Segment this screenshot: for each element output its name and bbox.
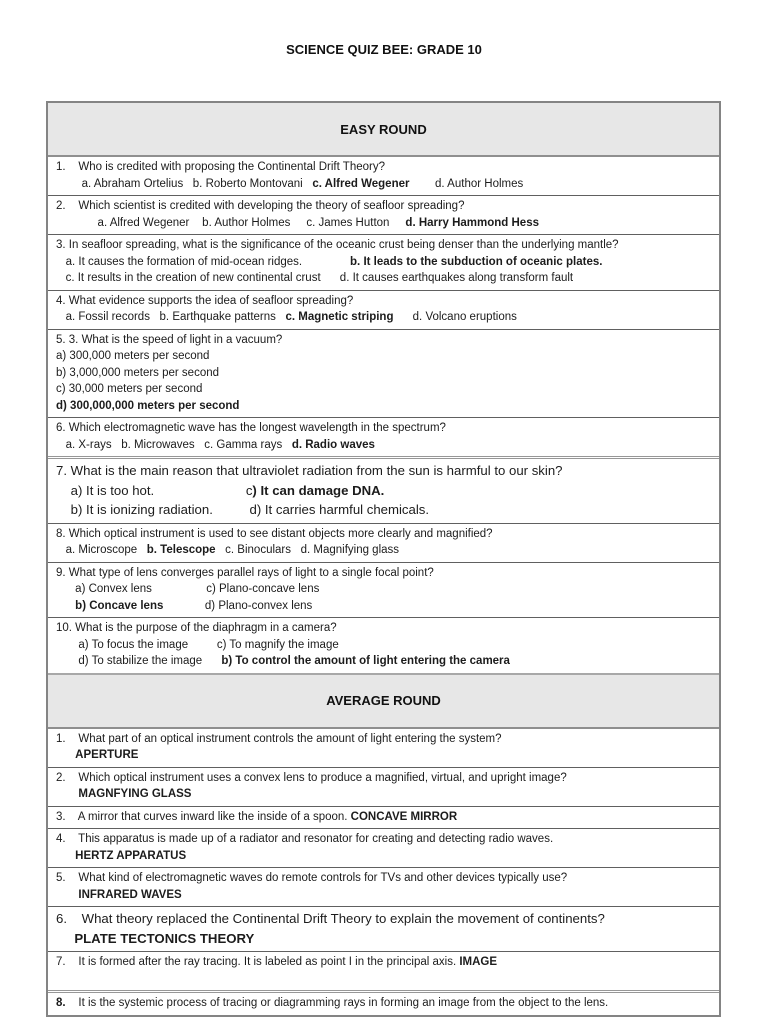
- answer-text: INFRARED WAVES: [78, 888, 182, 901]
- answer-text: HERTZ APPARATUS: [75, 849, 187, 862]
- question-text: d) Plano-convex lens: [163, 599, 313, 612]
- question-row: [48, 456, 719, 523]
- question-line: [56, 971, 713, 988]
- question-text: 5. 3. What is the speed of light in a vacuum?: [56, 333, 283, 346]
- question-line: [56, 365, 713, 382]
- question-text: a. Microscope: [56, 544, 147, 556]
- question-line: [56, 270, 713, 287]
- question-text: It is the systemic process of tracing or diagramming rays in forming an image from the object to the lens.: [65, 997, 609, 1009]
- question-line: [56, 500, 713, 520]
- answer-text: IMAGE: [459, 956, 498, 968]
- question-text: 1. Who is credited with proposing the Continental Drift Theory?: [56, 161, 385, 173]
- answer-text: APERTURE: [75, 749, 139, 761]
- easy-round-header-label: EASY ROUND: [340, 121, 427, 137]
- question-text: 8. Which optical instrument is used to see distant objects more clearly and magnified?: [56, 527, 493, 540]
- question-text: 3. A mirror that curves inward like the inside of a spoon.: [56, 810, 351, 823]
- question-line: [56, 159, 713, 176]
- question-text: a) 300,000 meters per second: [56, 350, 210, 362]
- question-line: [56, 637, 713, 654]
- question-line: [56, 481, 713, 501]
- question-line: [56, 309, 713, 326]
- question-row: [48, 234, 719, 290]
- answer-text: ) It can damage DNA.: [252, 482, 385, 498]
- question-line: [56, 215, 713, 232]
- answer-text: CONCAVE MIRROR: [350, 810, 458, 823]
- question-line: [56, 770, 713, 787]
- question-text: 2. Which optical instrument uses a convex lens to produce a magnified, virtual, and upright image?: [56, 771, 567, 784]
- question-text: 1. What part of an optical instrument controls the amount of light entering the system?: [56, 732, 502, 745]
- question-line: [56, 620, 713, 637]
- question-line: [56, 786, 713, 803]
- question-text: 9. What type of lens converges parallel rays of light to a single focal point?: [56, 566, 434, 579]
- answer-text: c. Alfred Wegener: [312, 177, 410, 190]
- question-line: [56, 398, 713, 415]
- easy-round-header: [48, 103, 719, 157]
- question-text: a. Abraham Ortelius b. Roberto Montovani: [56, 177, 313, 190]
- question-text: c. It results in the creation of new continental crust d. It causes earthquakes along transform fault: [56, 272, 574, 284]
- question-text: d) To stabilize the image: [56, 655, 222, 667]
- question-line: [56, 348, 713, 365]
- question-line: [56, 381, 713, 398]
- answer-text: PLATE TECTONICS THEORY: [74, 930, 255, 946]
- question-line: [56, 653, 713, 670]
- question-line: [56, 598, 713, 615]
- question-text: 4. This apparatus is made up of a radiator and resonator for creating and detecting radio waves.: [56, 833, 554, 845]
- question-text: [56, 600, 75, 612]
- question-row: [48, 195, 719, 234]
- question-text: [56, 850, 75, 862]
- question-row: [48, 990, 719, 1015]
- answer-text: MAGNFYING GLASS: [78, 788, 192, 800]
- question-line: [56, 887, 713, 904]
- question-text: c) 30,000 meters per second: [56, 383, 203, 395]
- question-row: [48, 828, 719, 867]
- answer-text: d. Harry Hammond Hess: [405, 216, 539, 229]
- question-row: [48, 806, 719, 829]
- question-text: 7. It is formed after the ray tracing. It is labeled as point I in the principal axis.: [56, 956, 460, 968]
- answer-text: c. Magnetic striping: [285, 311, 394, 323]
- question-line: [56, 870, 713, 887]
- question-row: [48, 729, 719, 767]
- question-line: [56, 526, 713, 543]
- question-text: 3. In seafloor spreading, what is the significance of the oceanic crust being denser than the underlying mantle?: [56, 239, 619, 251]
- question-line: [56, 565, 713, 582]
- question-text: 6. What theory replaced the Continental Drift Theory to explain the movement of continents?: [56, 911, 605, 926]
- question-line: [56, 809, 713, 826]
- question-text: c. Binoculars d. Magnifying glass: [215, 544, 400, 556]
- question-line: [56, 176, 713, 193]
- question-line: [56, 254, 713, 271]
- answer-text: d) 300,000,000 meters per second: [56, 399, 240, 412]
- question-text: a) Convex lens c) Plano-concave lens: [56, 583, 320, 595]
- question-row: [48, 329, 719, 418]
- question-text: 2. Which scientist is credited with developing the theory of seafloor spreading?: [56, 200, 465, 212]
- question-row: [48, 157, 719, 195]
- question-text: b) It is ionizing radiation. d) It carries harmful chemicals.: [56, 502, 430, 517]
- question-line: [56, 848, 713, 865]
- question-row: [48, 523, 719, 562]
- question-text: a. Alfred Wegener b. Author Holmes c. James Hutton: [56, 216, 406, 229]
- easy-round-rows: [48, 157, 719, 673]
- question-line: [56, 542, 713, 559]
- answer-text: d. Radio waves: [291, 438, 375, 451]
- question-row: [48, 562, 719, 618]
- question-text: [56, 788, 78, 800]
- question-row: [48, 906, 719, 951]
- question-row: [48, 951, 719, 990]
- answer-text: b. It leads to the subduction of oceanic plates.: [350, 255, 603, 268]
- question-text: b) 3,000,000 meters per second: [56, 366, 220, 379]
- quiz-table: [46, 101, 721, 1017]
- question-line: [56, 420, 713, 437]
- question-row: [48, 867, 719, 906]
- question-line: [56, 929, 713, 949]
- question-line: [56, 731, 713, 748]
- document-title: SCIENCE QUIZ BEE: GRADE 10: [286, 42, 482, 57]
- question-text: [56, 749, 75, 761]
- question-text: d. Author Holmes: [409, 177, 524, 190]
- question-text: 7. What is the main reason that ultraviolet radiation from the sun is harmful to our skin?: [56, 463, 563, 478]
- question-line: [56, 831, 713, 848]
- question-line: [56, 437, 713, 454]
- question-text: a. Fossil records b. Earthquake patterns: [56, 311, 286, 323]
- answer-text: 8.: [56, 997, 66, 1009]
- question-text: d. Volcano eruptions: [393, 311, 517, 323]
- question-line: [56, 332, 713, 349]
- question-text: a) To focus the image c) To magnify the image: [56, 638, 339, 651]
- answer-text: b) Concave lens: [75, 599, 164, 612]
- question-line: [56, 747, 713, 764]
- question-text: 4. What evidence supports the idea of seafloor spreading?: [56, 294, 354, 307]
- answer-text: b) To control the amount of light entering the camera: [221, 655, 510, 667]
- question-text: [56, 931, 74, 946]
- question-text: 6. Which electromagnetic wave has the longest wavelength in the spectrum?: [56, 422, 446, 434]
- average-round-header-label: AVERAGE ROUND: [326, 693, 441, 708]
- question-line: [56, 909, 713, 929]
- question-text: a) It is too hot. c: [56, 482, 253, 498]
- question-line: [56, 954, 713, 971]
- question-line: [56, 198, 713, 215]
- question-row: [48, 767, 719, 806]
- question-row: [48, 617, 719, 673]
- question-text: 5. What kind of electromagnetic waves do remote controls for TVs and other devices typically use?: [56, 872, 568, 884]
- question-line: [56, 293, 713, 310]
- question-line: [56, 581, 713, 598]
- question-row: [48, 290, 719, 329]
- question-line: [56, 237, 713, 254]
- average-round-rows: [48, 729, 719, 1015]
- question-text: a. X-rays b. Microwaves c. Gamma rays: [56, 438, 292, 451]
- answer-text: b. Telescope: [146, 544, 216, 556]
- question-row: [48, 417, 719, 456]
- average-round-header: [48, 673, 719, 729]
- question-line: [56, 461, 713, 481]
- question-line: [56, 995, 713, 1012]
- question-text: 10. What is the purpose of the diaphragm in a camera?: [56, 622, 337, 634]
- question-text: [56, 889, 78, 901]
- question-text: [56, 973, 59, 985]
- question-text: a. It causes the formation of mid-ocean ridges.: [56, 255, 351, 268]
